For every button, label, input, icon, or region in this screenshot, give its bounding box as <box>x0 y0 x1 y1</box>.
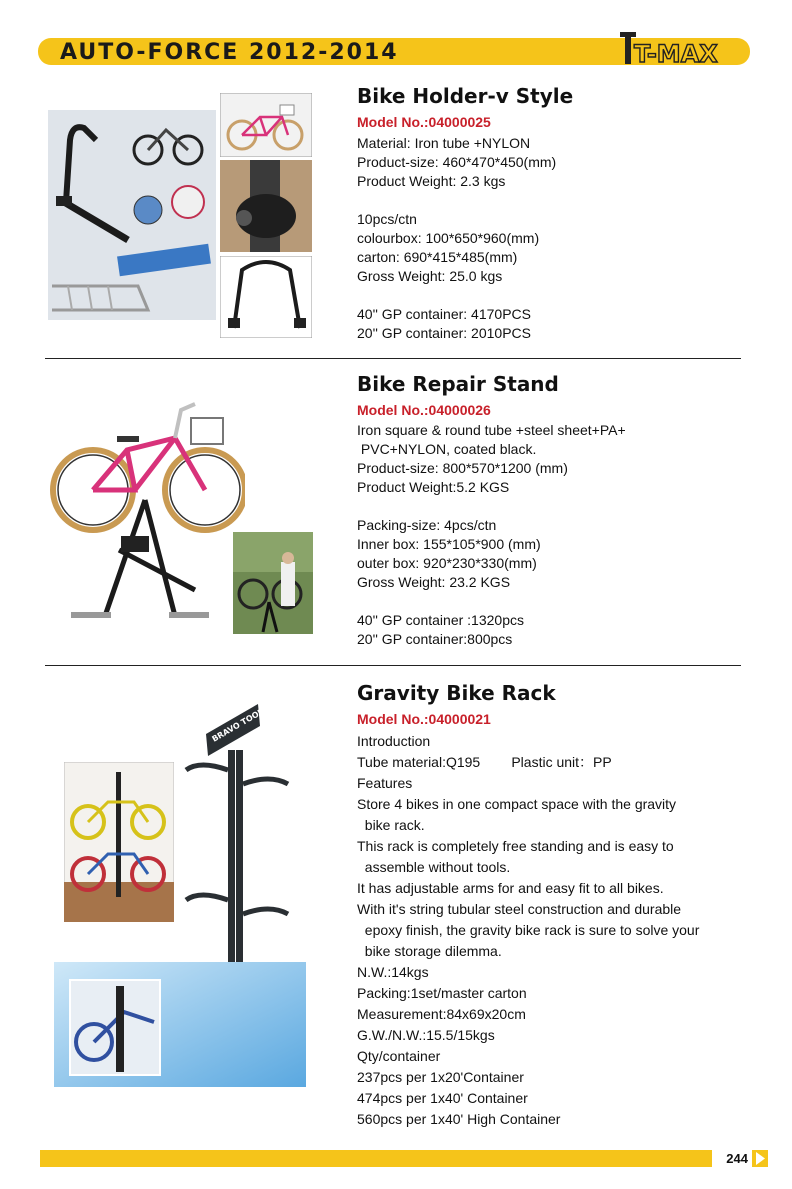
section-divider <box>45 665 741 666</box>
product-title: Gravity Bike Rack <box>357 681 556 705</box>
spec-line: Product-size: 800*570*1200 (mm) <box>357 460 568 476</box>
spec-line: PVC+NYLON, coated black. <box>357 441 537 457</box>
spec-line: Product-size: 460*470*450(mm) <box>357 154 557 170</box>
spec-line: 20'' GP container:800pcs <box>357 631 513 647</box>
spec-line: 10pcs/ctn <box>357 211 417 227</box>
product-title: Bike Repair Stand <box>357 372 559 396</box>
spec-line: 560pcs per 1x40' High Container <box>357 1111 561 1127</box>
spec-line: G.W./N.W.:15.5/15kgs <box>357 1027 495 1043</box>
spec-line: 237pcs per 1x20'Container <box>357 1069 524 1085</box>
spec-line: Material: Iron tube +NYLON <box>357 135 531 151</box>
product-description <box>357 731 699 1130</box>
model-number: Model No.:04000021 <box>357 711 491 727</box>
spec-line: carton: 690*415*485(mm) <box>357 249 518 265</box>
spec-line: bike storage dilemma. <box>357 943 502 959</box>
product-title: Bike Holder-v Style <box>357 84 574 108</box>
spec-line: Gross Weight: 23.2 KGS <box>357 574 511 590</box>
spec-line: Features <box>357 775 413 791</box>
spec-line: With it's string tubular steel construction and durable <box>357 901 682 917</box>
rack-sign-text: BRAVO TOOLS <box>210 704 270 744</box>
spec-line: bike rack. <box>357 817 425 833</box>
bike-holder-detail-photo <box>220 160 312 252</box>
spec-line: outer box: 920*230*330(mm) <box>357 555 537 571</box>
gravity-rack-banner-photo <box>54 962 306 1087</box>
brand-logo-text: T-MAX <box>634 40 718 68</box>
spec-line: Introduction <box>357 733 431 749</box>
spec-line <box>357 592 626 611</box>
section-divider <box>45 358 741 359</box>
spec-line: 20'' GP container: 2010PCS <box>357 325 531 341</box>
product-specs <box>357 421 626 649</box>
bike-holder-main-photo <box>48 110 216 320</box>
next-arrow-icon <box>752 1150 768 1167</box>
spec-line: Tube material:Q195 Plastic unit：PP <box>357 754 612 770</box>
spec-line: Product Weight:5.2 KGS <box>357 479 510 495</box>
spec-line: Product Weight: 2.3 kgs <box>357 173 506 189</box>
spec-line: Inner box: 155*105*900 (mm) <box>357 536 541 552</box>
spec-line: Packing:1set/master carton <box>357 985 527 1001</box>
spec-line <box>357 497 626 516</box>
spec-line: Qty/container <box>357 1048 441 1064</box>
spec-line: Iron square & round tube +steel sheet+PA+ <box>357 422 626 438</box>
spec-line: Measurement:84x69x20cm <box>357 1006 526 1022</box>
spec-line <box>357 191 556 210</box>
footer-bar <box>40 1150 752 1167</box>
page-number: 244 <box>712 1150 752 1167</box>
bike-holder-bike-photo <box>220 93 312 157</box>
model-number: Model No.:04000025 <box>357 114 491 130</box>
spec-line: 474pcs per 1x40' Container <box>357 1090 528 1106</box>
spec-line: It has adjustable arms for and easy fit to all bikes. <box>357 880 664 896</box>
spec-line: colourbox: 100*650*960(mm) <box>357 230 540 246</box>
brand-logo <box>620 32 730 68</box>
spec-line: This rack is completely free standing and is easy to <box>357 838 674 854</box>
gravity-rack-room-photo <box>64 762 174 922</box>
spec-line: Gross Weight: 25.0 kgs <box>357 268 503 284</box>
product-specs <box>357 134 556 343</box>
spec-line: assemble without tools. <box>357 859 511 875</box>
spec-line: Packing-size: 4pcs/ctn <box>357 517 497 533</box>
spec-line: epoxy finish, the gravity bike rack is sure to solve your <box>357 922 700 938</box>
repair-stand-photo <box>45 390 245 630</box>
bike-holder-frame-photo <box>220 256 312 338</box>
spec-line <box>357 286 556 305</box>
spec-line: 40'' GP container :1320pcs <box>357 612 524 628</box>
spec-line: N.W.:14kgs <box>357 964 429 980</box>
spec-line: Store 4 bikes in one compact space with the gravity <box>357 796 677 812</box>
spec-line: 40'' GP container: 4170PCS <box>357 306 531 322</box>
model-number: Model No.:04000026 <box>357 402 491 418</box>
repair-stand-inset-photo <box>233 532 313 634</box>
catalog-title: AUTO-FORCE 2012-2014 <box>60 40 399 65</box>
